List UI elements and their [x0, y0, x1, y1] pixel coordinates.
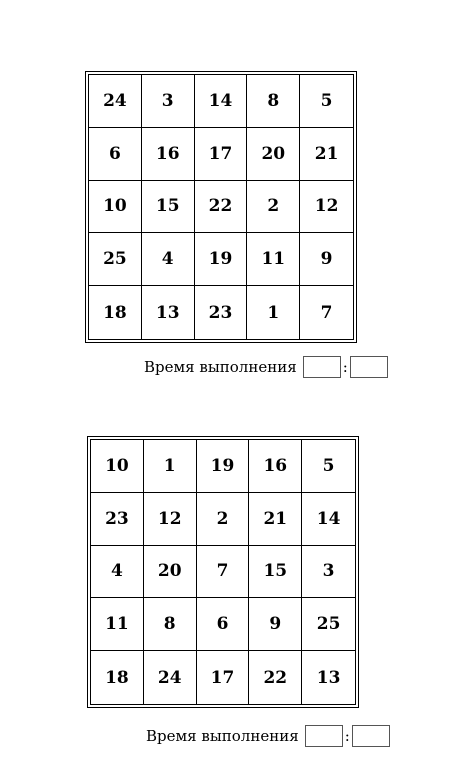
grid-cell: 25: [302, 598, 355, 651]
grid-cell: 25: [89, 233, 142, 286]
grid-cell: 1: [247, 286, 300, 339]
number-grid: [90, 439, 356, 705]
completion-time-label: Время выполнения: [144, 358, 297, 376]
time-separator: :: [342, 358, 348, 376]
schulte-table-1: [85, 71, 357, 343]
grid-cell: 3: [142, 75, 195, 128]
grid-cell: 10: [91, 440, 144, 493]
grid-cell: 11: [247, 233, 300, 286]
grid-cell: 12: [144, 493, 197, 546]
completion-time-row-1: [144, 356, 388, 378]
grid-cell: 6: [197, 598, 250, 651]
grid-cell: 20: [247, 128, 300, 181]
grid-cell: 14: [195, 75, 248, 128]
completion-time-label: Время выполнения: [146, 727, 299, 745]
grid-cell: 18: [89, 286, 142, 339]
grid-cell: 18: [91, 651, 144, 704]
grid-cell: 22: [249, 651, 302, 704]
grid-cell: 19: [195, 233, 248, 286]
completion-time-row-2: [146, 725, 390, 747]
grid-cell: 20: [144, 546, 197, 599]
minutes-field[interactable]: [303, 356, 341, 378]
grid-cell: 14: [302, 493, 355, 546]
grid-cell: 8: [144, 598, 197, 651]
seconds-field[interactable]: [350, 356, 388, 378]
number-grid: [88, 74, 354, 340]
grid-cell: 23: [195, 286, 248, 339]
grid-cell: 16: [249, 440, 302, 493]
grid-cell: 2: [197, 493, 250, 546]
grid-cell: 4: [142, 233, 195, 286]
grid-cell: 15: [142, 181, 195, 234]
grid-cell: 23: [91, 493, 144, 546]
grid-cell: 22: [195, 181, 248, 234]
grid-cell: 1: [144, 440, 197, 493]
grid-cell: 11: [91, 598, 144, 651]
grid-cell: 24: [144, 651, 197, 704]
grid-cell: 19: [197, 440, 250, 493]
grid-cell: 7: [197, 546, 250, 599]
grid-cell: 9: [300, 233, 353, 286]
grid-cell: 8: [247, 75, 300, 128]
grid-cell: 3: [302, 546, 355, 599]
grid-cell: 6: [89, 128, 142, 181]
time-separator: :: [344, 727, 350, 745]
grid-cell: 24: [89, 75, 142, 128]
grid-cell: 21: [300, 128, 353, 181]
grid-cell: 9: [249, 598, 302, 651]
grid-cell: 17: [195, 128, 248, 181]
grid-cell: 13: [316, 667, 341, 688]
grid-cell: 21: [249, 493, 302, 546]
seconds-field[interactable]: [352, 725, 390, 747]
grid-cell: 7: [320, 302, 333, 323]
grid-cell: 5: [302, 440, 355, 493]
minutes-field[interactable]: [305, 725, 343, 747]
grid-cell: 4: [91, 546, 144, 599]
schulte-table-2: [87, 436, 359, 708]
grid-cell: 10: [89, 181, 142, 234]
grid-cell: 16: [142, 128, 195, 181]
grid-cell: 13: [142, 286, 195, 339]
grid-cell: 5: [300, 75, 353, 128]
grid-cell: 17: [197, 651, 250, 704]
grid-cell: 12: [300, 181, 353, 234]
grid-cell: 2: [247, 181, 300, 234]
grid-cell: 15: [249, 546, 302, 599]
